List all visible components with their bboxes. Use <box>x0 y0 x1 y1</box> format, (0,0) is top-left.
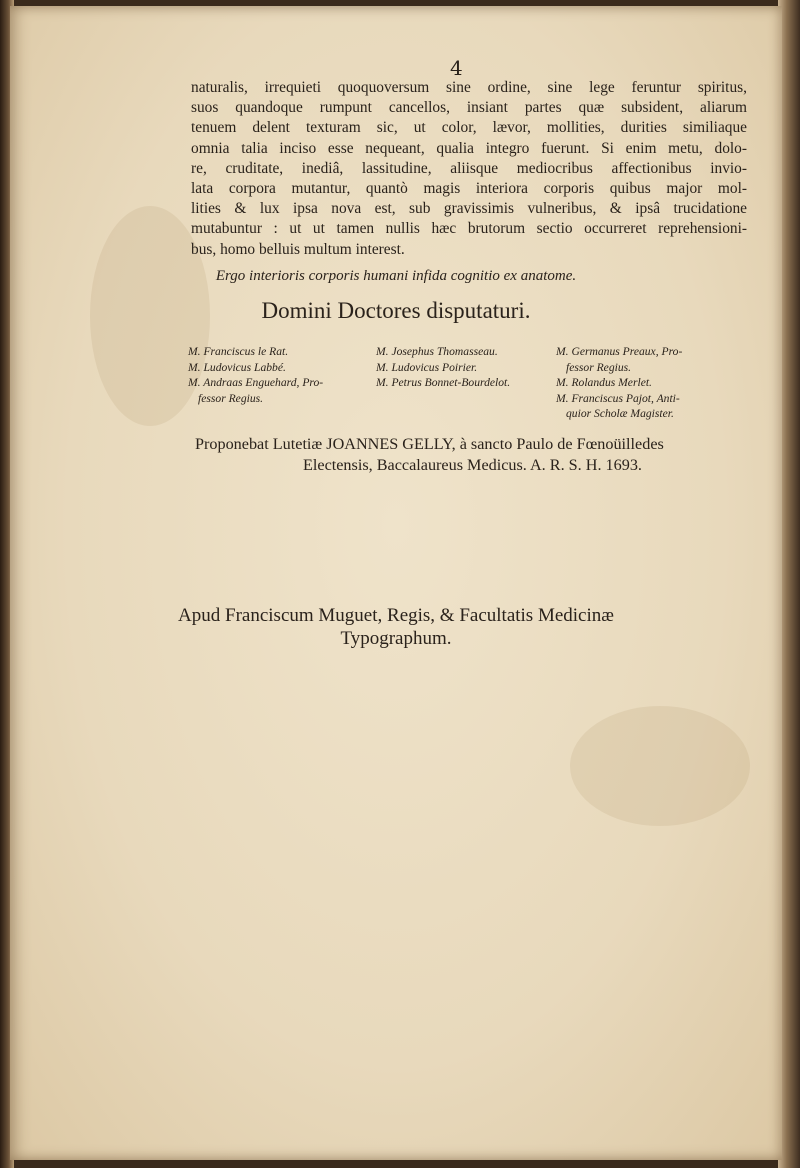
proponent-line: Electensis, Baccalaureus Medicus. A. R. S. H. 1693. <box>303 456 642 474</box>
text-line: lata corpora mutantur, quantò magis interiora corporis quibus major mol- <box>191 180 747 198</box>
doctor-entry: M. Rolandus Merlet. <box>556 376 652 390</box>
imprint-line: Typographum. <box>340 628 452 649</box>
thesis-statement: Ergo interioris corporis humani infida cognitio ex anatome. <box>215 268 577 284</box>
text-line: tenuem delent texturam sic, ut color, lævor, mollities, durities similiaque <box>191 119 747 137</box>
doctor-entry: M. Germanus Preaux, Pro- <box>556 345 683 358</box>
doctors-column-2 <box>376 344 552 391</box>
text-line: re, cruditate, inediâ, lassitudine, aliisque mediocribus affectionibus invio- <box>191 159 747 177</box>
doctor-entry-continued: fessor Regius. <box>566 360 632 374</box>
printer-imprint <box>10 604 782 650</box>
text-line: naturalis, irrequieti quoquoversum sine ordine, sine lege feruntur spiritus, <box>191 79 747 96</box>
doctor-entry-continued: quior Scholæ Magister. <box>566 407 674 421</box>
text-line: bus, homo belluis multum interest. <box>191 240 405 258</box>
text-line: omnia talia inciso esse nequeant, qualia integro fuerunt. Si enim metu, dolo- <box>191 139 747 157</box>
imprint-line: Apud Franciscum Muguet, Regis, & Facultatis Medicinæ <box>178 605 614 626</box>
doctor-entry: M. Andraas Enguehard, Pro- <box>188 376 324 390</box>
doctor-entry: M. Petrus Bonnet-Bourdelot. <box>376 376 511 390</box>
doctor-entry: M. Ludovicus Poirier. <box>376 360 478 374</box>
doctors-column-3 <box>556 344 748 422</box>
proponent-statement <box>195 434 750 476</box>
text-line: suos quandoque rumpunt cancellos, insiant partes quæ subsident, aliarum <box>191 99 747 117</box>
text-line: lities & lux ipsa nova est, sub gravissimis vulneribus, & ipsâ trucidatione <box>191 200 747 218</box>
doctor-entry: M. Franciscus Pajot, Anti- <box>556 391 680 405</box>
doctor-entry-continued: fessor Regius. <box>198 391 264 405</box>
doctor-entry: M. Franciscus le Rat. <box>188 345 289 358</box>
doctor-entry: M. Josephus Thomasseau. <box>376 345 498 358</box>
proponent-line: Proponebat Lutetiæ JOANNES GELLY, à sancto Paulo de Fœnoüilledes <box>195 435 664 453</box>
text-line: mutabuntur : ut ut tamen nullis hæc brutorum sectio occurreret reprehensioni- <box>191 220 747 238</box>
paper-stain <box>570 706 750 826</box>
page-number: 4 <box>450 56 463 80</box>
section-heading: Domini Doctores disputaturi. <box>261 298 531 323</box>
body-paragraph <box>191 78 747 260</box>
doctor-entry: M. Ludovicus Labbé. <box>188 360 286 374</box>
book-page <box>10 6 782 1160</box>
doctors-column-1 <box>188 344 368 406</box>
